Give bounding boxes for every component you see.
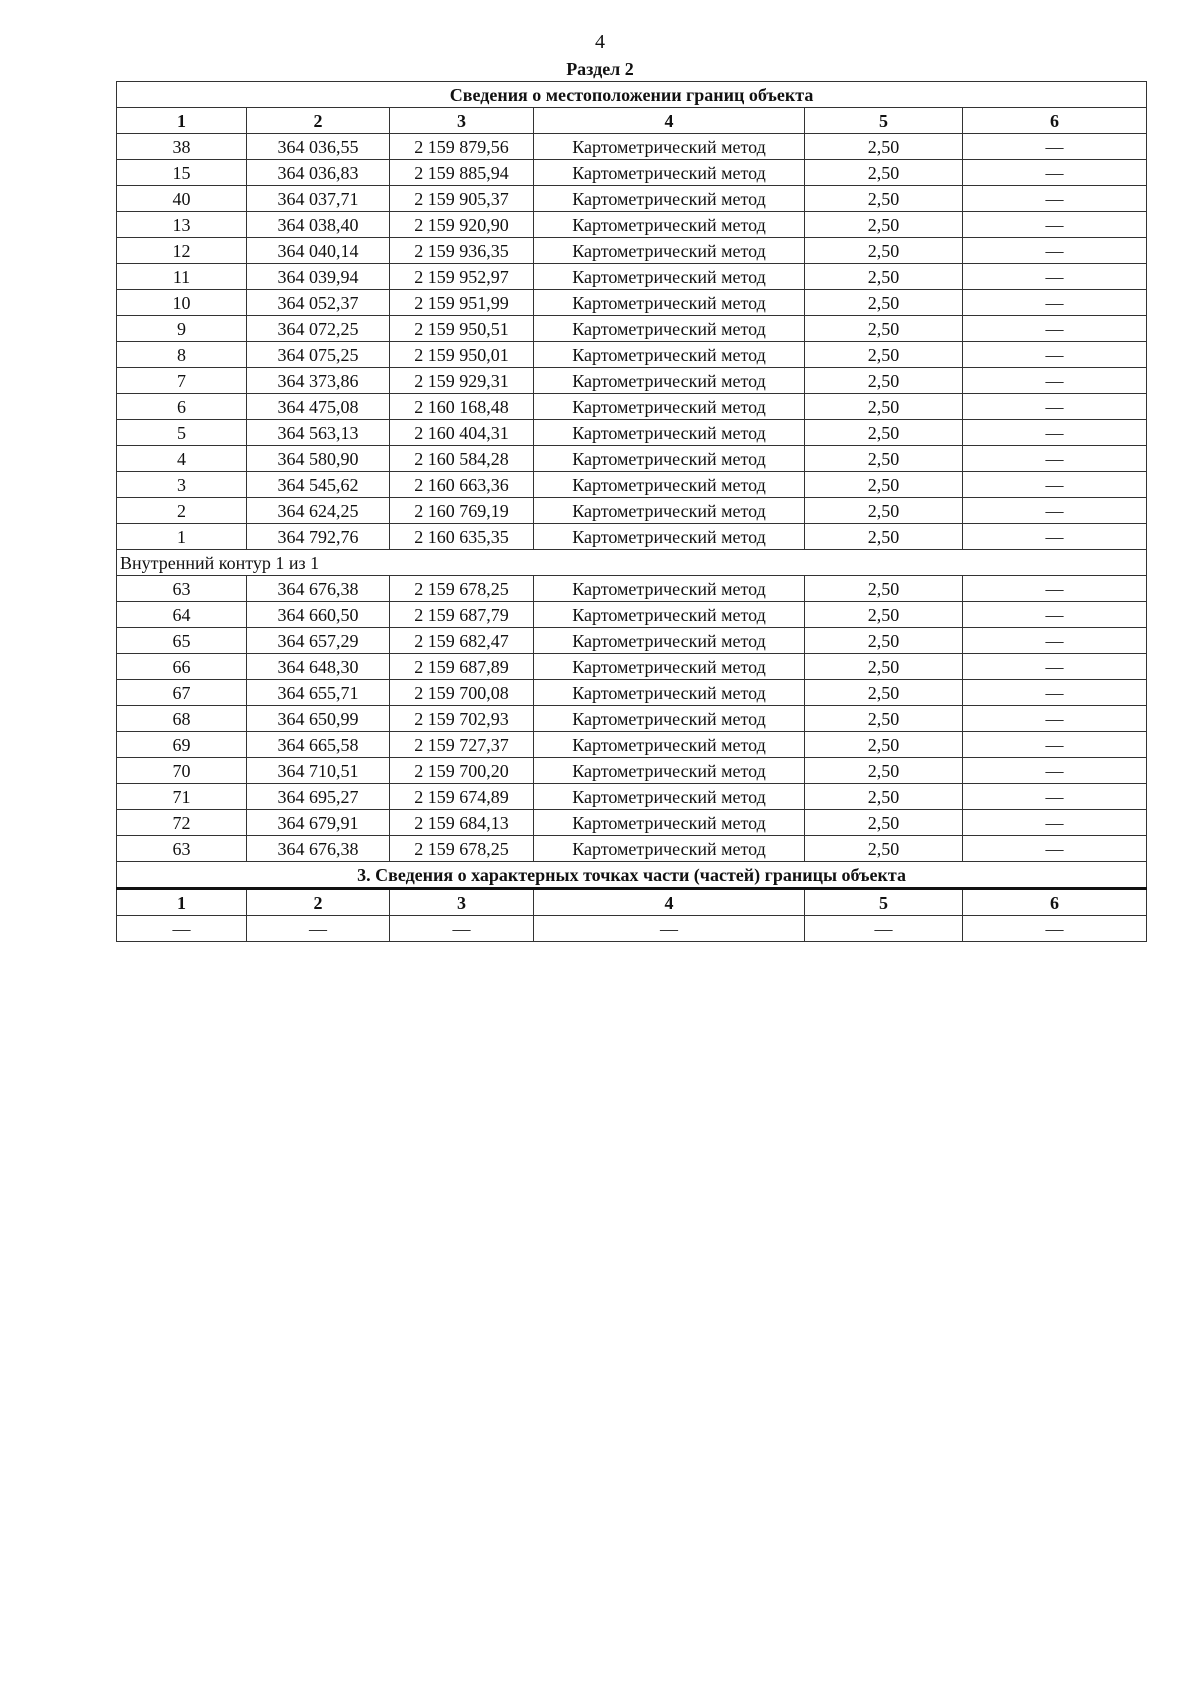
- table-cell: —: [963, 472, 1147, 498]
- table-cell: 364 676,38: [247, 576, 390, 602]
- part-table-cell: —: [963, 916, 1147, 942]
- table-cell: 12: [117, 238, 247, 264]
- table-caption-row: [117, 82, 1147, 108]
- table-row: [117, 680, 1147, 706]
- table-cell: 64: [117, 602, 247, 628]
- table-cell: 2,50: [805, 602, 963, 628]
- table-row: [117, 810, 1147, 836]
- table-cell: Картометрический метод: [534, 134, 805, 160]
- table-row: [117, 316, 1147, 342]
- table-cell: 72: [117, 810, 247, 836]
- part-section-caption: 3. Сведения о характерных точках части (частей) границы объекта: [117, 862, 1147, 889]
- table-cell: Картометрический метод: [534, 420, 805, 446]
- table-row: [117, 784, 1147, 810]
- table-cell: —: [963, 576, 1147, 602]
- table-row: [117, 758, 1147, 784]
- table-cell: —: [963, 160, 1147, 186]
- table-cell: 364 650,99: [247, 706, 390, 732]
- table-cell: Картометрический метод: [534, 264, 805, 290]
- column-header: 4: [534, 108, 805, 134]
- table-cell: 71: [117, 784, 247, 810]
- table-row: [117, 238, 1147, 264]
- table-row: [117, 394, 1147, 420]
- table-cell: 2 159 684,13: [390, 810, 534, 836]
- table-cell: —: [963, 446, 1147, 472]
- table-cell: Картометрический метод: [534, 472, 805, 498]
- column-header: 3: [390, 108, 534, 134]
- table-cell: 2,50: [805, 706, 963, 732]
- table-cell: 364 038,40: [247, 212, 390, 238]
- part-table-cell: —: [390, 916, 534, 942]
- table-cell: —: [963, 238, 1147, 264]
- table-cell: 2,50: [805, 654, 963, 680]
- table-cell: Картометрический метод: [534, 212, 805, 238]
- table-cell: 2,50: [805, 134, 963, 160]
- table-cell: Картометрический метод: [534, 342, 805, 368]
- table-cell: 364 039,94: [247, 264, 390, 290]
- part-table-cell: —: [247, 916, 390, 942]
- table-cell: 364 655,71: [247, 680, 390, 706]
- table-row: [117, 264, 1147, 290]
- table-cell: 2 159 952,97: [390, 264, 534, 290]
- table-cell: —: [963, 758, 1147, 784]
- section-heading: Раздел 2: [566, 59, 634, 79]
- table-cell: —: [963, 134, 1147, 160]
- table-cell: —: [963, 836, 1147, 862]
- table-cell: —: [963, 732, 1147, 758]
- table-cell: 364 657,29: [247, 628, 390, 654]
- table-row: [117, 420, 1147, 446]
- table-cell: Картометрический метод: [534, 316, 805, 342]
- table-cell: 2,50: [805, 264, 963, 290]
- table-cell: 2: [117, 498, 247, 524]
- table-cell: 2 160 635,35: [390, 524, 534, 550]
- table-row: [117, 186, 1147, 212]
- table-cell: 70: [117, 758, 247, 784]
- table-cell: Картометрический метод: [534, 784, 805, 810]
- table-cell: 364 075,25: [247, 342, 390, 368]
- part-table-cell: —: [117, 916, 247, 942]
- column-header-row: [117, 108, 1147, 134]
- table-cell: 2 159 929,31: [390, 368, 534, 394]
- table-cell: 2,50: [805, 160, 963, 186]
- table-cell: 13: [117, 212, 247, 238]
- table-cell: 67: [117, 680, 247, 706]
- table-cell: 2,50: [805, 576, 963, 602]
- table-row: [117, 498, 1147, 524]
- table-cell: Картометрический метод: [534, 654, 805, 680]
- table-row: [117, 654, 1147, 680]
- table-cell: 2 160 663,36: [390, 472, 534, 498]
- table-cell: 364 648,30: [247, 654, 390, 680]
- table-cell: 9: [117, 316, 247, 342]
- table-row: [117, 160, 1147, 186]
- table-row: [117, 342, 1147, 368]
- table-cell: 364 679,91: [247, 810, 390, 836]
- table-cell: 2 159 687,89: [390, 654, 534, 680]
- table-cell: Картометрический метод: [534, 186, 805, 212]
- table-row: [117, 290, 1147, 316]
- table-row: [117, 446, 1147, 472]
- part-column-header: 4: [534, 889, 805, 916]
- table-cell: —: [963, 810, 1147, 836]
- table-cell: 364 580,90: [247, 446, 390, 472]
- part-column-header: 6: [963, 889, 1147, 916]
- table-cell: Картометрический метод: [534, 758, 805, 784]
- table-cell: —: [963, 706, 1147, 732]
- table-cell: 2 159 879,56: [390, 134, 534, 160]
- table-cell: 2,50: [805, 498, 963, 524]
- contour-label-row: [117, 550, 1147, 576]
- table-cell: 68: [117, 706, 247, 732]
- table-cell: 2 159 687,79: [390, 602, 534, 628]
- table-cell: —: [963, 680, 1147, 706]
- table-cell: 364 792,76: [247, 524, 390, 550]
- table-cell: —: [963, 524, 1147, 550]
- table-cell: 2 159 920,90: [390, 212, 534, 238]
- table-cell: 364 545,62: [247, 472, 390, 498]
- column-header: 6: [963, 108, 1147, 134]
- table-cell: 364 563,13: [247, 420, 390, 446]
- table-cell: 2,50: [805, 420, 963, 446]
- table-cell: Картометрический метод: [534, 680, 805, 706]
- table-cell: —: [963, 784, 1147, 810]
- table-row: [117, 212, 1147, 238]
- table-cell: 8: [117, 342, 247, 368]
- table-row: [117, 706, 1147, 732]
- part-column-header-row: [117, 889, 1147, 916]
- table-cell: 11: [117, 264, 247, 290]
- table-cell: Картометрический метод: [534, 368, 805, 394]
- table-cell: 2 159 936,35: [390, 238, 534, 264]
- table-cell: 2,50: [805, 446, 963, 472]
- table-cell: Картометрический метод: [534, 836, 805, 862]
- part-column-header: 2: [247, 889, 390, 916]
- table-cell: 4: [117, 446, 247, 472]
- table-cell: 2,50: [805, 472, 963, 498]
- table-cell: 2 159 727,37: [390, 732, 534, 758]
- table-cell: —: [963, 498, 1147, 524]
- part-caption-row: [117, 862, 1147, 889]
- table-cell: —: [963, 654, 1147, 680]
- table-cell: Картометрический метод: [534, 238, 805, 264]
- table-row: [117, 472, 1147, 498]
- table-cell: 2,50: [805, 342, 963, 368]
- table-cell: Картометрический метод: [534, 160, 805, 186]
- table-cell: 364 676,38: [247, 836, 390, 862]
- table-cell: —: [963, 212, 1147, 238]
- table-cell: 69: [117, 732, 247, 758]
- table-cell: Картометрический метод: [534, 732, 805, 758]
- table-cell: 2 159 905,37: [390, 186, 534, 212]
- table-cell: 2 159 678,25: [390, 576, 534, 602]
- table-cell: 2 159 951,99: [390, 290, 534, 316]
- table-caption: Сведения о местоположении границ объекта: [117, 82, 1147, 108]
- table-cell: 66: [117, 654, 247, 680]
- table-cell: 364 695,27: [247, 784, 390, 810]
- table-cell: 2,50: [805, 810, 963, 836]
- table-cell: 2,50: [805, 212, 963, 238]
- table-cell: Картометрический метод: [534, 394, 805, 420]
- table-cell: 2 159 674,89: [390, 784, 534, 810]
- table-row: [117, 576, 1147, 602]
- table-cell: 2,50: [805, 394, 963, 420]
- table-cell: 2 160 404,31: [390, 420, 534, 446]
- table-cell: 2,50: [805, 758, 963, 784]
- table-row: [117, 134, 1147, 160]
- table-cell: —: [963, 316, 1147, 342]
- table-cell: 2 159 678,25: [390, 836, 534, 862]
- table-cell: 364 036,83: [247, 160, 390, 186]
- table-cell: 65: [117, 628, 247, 654]
- table-cell: 2 160 769,19: [390, 498, 534, 524]
- table-cell: 364 040,14: [247, 238, 390, 264]
- table-cell: 2 159 885,94: [390, 160, 534, 186]
- table-cell: Картометрический метод: [534, 498, 805, 524]
- column-header: 5: [805, 108, 963, 134]
- table-cell: —: [963, 368, 1147, 394]
- table-cell: 2,50: [805, 238, 963, 264]
- table-cell: Картометрический метод: [534, 290, 805, 316]
- part-table-cell: —: [534, 916, 805, 942]
- table-cell: Картометрический метод: [534, 576, 805, 602]
- part-table-row: [117, 916, 1147, 942]
- table-cell: Картометрический метод: [534, 524, 805, 550]
- table-row: [117, 368, 1147, 394]
- part-column-header: 1: [117, 889, 247, 916]
- table-cell: 364 710,51: [247, 758, 390, 784]
- table-cell: —: [963, 602, 1147, 628]
- table-cell: 2,50: [805, 680, 963, 706]
- table-row: [117, 524, 1147, 550]
- table-cell: 10: [117, 290, 247, 316]
- table-cell: Картометрический метод: [534, 706, 805, 732]
- table-cell: 2 160 168,48: [390, 394, 534, 420]
- page-number: 4: [595, 31, 605, 53]
- boundary-table-body: [117, 82, 1147, 942]
- part-column-header: 3: [390, 889, 534, 916]
- part-table-cell: —: [805, 916, 963, 942]
- boundary-table: [116, 81, 1147, 942]
- table-cell: 364 036,55: [247, 134, 390, 160]
- table-cell: 2 160 584,28: [390, 446, 534, 472]
- table-cell: 2,50: [805, 732, 963, 758]
- table-cell: 1: [117, 524, 247, 550]
- table-cell: 364 072,25: [247, 316, 390, 342]
- table-cell: —: [963, 186, 1147, 212]
- table-cell: 15: [117, 160, 247, 186]
- table-cell: 3: [117, 472, 247, 498]
- table-cell: —: [963, 342, 1147, 368]
- table-cell: 2 159 950,01: [390, 342, 534, 368]
- table-cell: 2,50: [805, 836, 963, 862]
- table-cell: 6: [117, 394, 247, 420]
- table-cell: 2,50: [805, 784, 963, 810]
- table-cell: 2 159 700,20: [390, 758, 534, 784]
- table-cell: 364 665,58: [247, 732, 390, 758]
- table-cell: 2,50: [805, 368, 963, 394]
- table-cell: 364 624,25: [247, 498, 390, 524]
- table-row: [117, 628, 1147, 654]
- table-cell: Картометрический метод: [534, 810, 805, 836]
- column-header: 1: [117, 108, 247, 134]
- table-cell: —: [963, 394, 1147, 420]
- table-cell: 364 052,37: [247, 290, 390, 316]
- table-cell: 364 037,71: [247, 186, 390, 212]
- table-cell: 5: [117, 420, 247, 446]
- table-row: [117, 732, 1147, 758]
- table-cell: —: [963, 264, 1147, 290]
- part-column-header: 5: [805, 889, 963, 916]
- table-cell: 7: [117, 368, 247, 394]
- table-cell: 364 373,86: [247, 368, 390, 394]
- table-cell: 2,50: [805, 628, 963, 654]
- table-cell: —: [963, 290, 1147, 316]
- table-cell: Картометрический метод: [534, 446, 805, 472]
- table-cell: 2,50: [805, 186, 963, 212]
- table-cell: 2,50: [805, 316, 963, 342]
- table-cell: —: [963, 420, 1147, 446]
- table-row: [117, 836, 1147, 862]
- table-cell: 63: [117, 836, 247, 862]
- table-cell: 2 159 702,93: [390, 706, 534, 732]
- table-cell: 40: [117, 186, 247, 212]
- table-cell: Картометрический метод: [534, 602, 805, 628]
- table-cell: Картометрический метод: [534, 628, 805, 654]
- column-header: 2: [247, 108, 390, 134]
- table-cell: 63: [117, 576, 247, 602]
- table-cell: 38: [117, 134, 247, 160]
- table-cell: 364 475,08: [247, 394, 390, 420]
- table-cell: —: [963, 628, 1147, 654]
- table-cell: 2,50: [805, 524, 963, 550]
- table-cell: 2 159 950,51: [390, 316, 534, 342]
- inner-contour-label: Внутренний контур 1 из 1: [117, 550, 1147, 576]
- table-cell: 2 159 700,08: [390, 680, 534, 706]
- table-cell: 2,50: [805, 290, 963, 316]
- table-cell: 2 159 682,47: [390, 628, 534, 654]
- table-cell: 364 660,50: [247, 602, 390, 628]
- table-row: [117, 602, 1147, 628]
